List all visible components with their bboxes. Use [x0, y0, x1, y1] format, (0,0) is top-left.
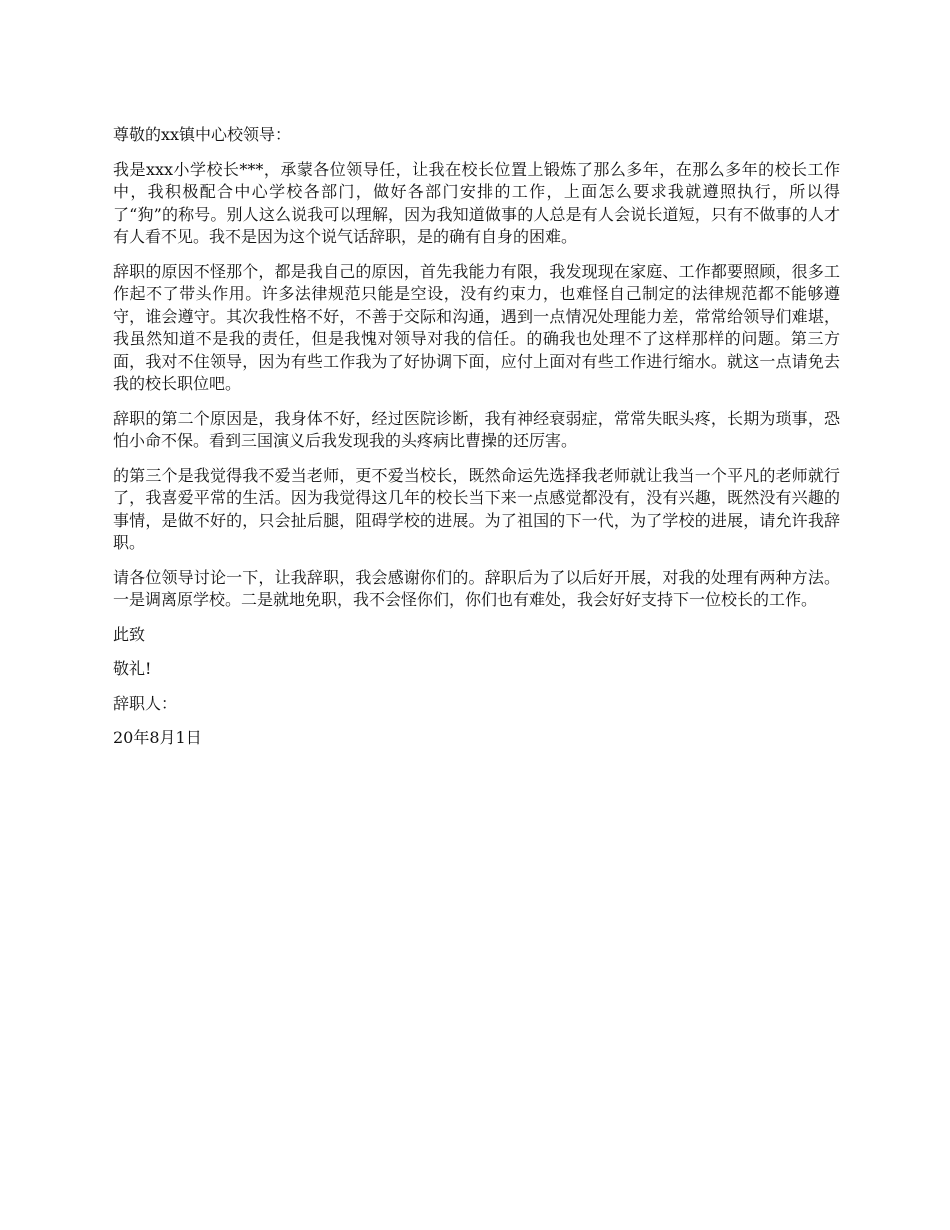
paragraph-request: 请各位领导讨论一下，让我辞职，我会感谢你们的。辞职后为了以后好开展，对我的处理有两种方法。一是调离原学校。二是就地免职，我不会怪你们，你们也有难处，我会好好支持下一位校长的工作。 [113, 567, 840, 609]
salutation: 尊敬的xx镇中心校领导： [113, 125, 292, 144]
signature-label: 辞职人： [113, 693, 178, 713]
paragraph-reason-three: 的第三个是我觉得我不爱当老师，更不爱当校长，既然命运先选择我老师就让我当一个平凡的老师就行了，我喜爱平常的生活。因为我觉得这几年的校长当下来一点感觉都没有，没有兴趣，既然没有兴趣的事情，是做不好的，只会扯后腿，阻碍学校的进展。为了祖国的下一代，为了学校的进展，请允许我辞职。 [113, 465, 840, 552]
paragraph-intro: 我是xxx小学校长***，承蒙各位领导任，让我在校长位置上锻炼了那么多年，在那么多年的校长工作中，我积极配合中心学校各部门，做好各部门安排的工作，上面怎么要求我就遵照执行，所以得了“狗”的称号。别人这么说我可以理解，因为我知道做事的人总是有人会说长道短，只有不做事的人才有人看不见。我不是因为这个说气话辞职，是的确有自身的困难。 [113, 159, 840, 246]
closing: 此致 [113, 624, 146, 644]
paragraph-reason-two: 辞职的第二个原因是，我身体不好，经过医院诊断，我有神经衰弱症，常常失眠头疼，长期为琐事，恐怕小命不保。看到三国演义后我发现我的头疼病比曹操的还厉害。 [113, 408, 840, 450]
regards: 敬礼! [113, 659, 152, 678]
letter-date: 20年8月1日 [113, 728, 202, 747]
letter-body [113, 124, 840, 762]
paragraph-reason-one: 辞职的原因不怪那个，都是我自己的原因，首先我能力有限，我发现现在家庭、工作都要照顾，很多工作起不了带头作用。许多法律规范只能是空设，没有约束力，也难怪自己制定的法律规范都不能够遵守，谁会遵守。其次我性格不好，不善于交际和沟通，遇到一点情况处理能力差，常常给领导们难堪，我虽然知道不是我的责任，但是我愧对领导对我的信任。的确我也处理不了这样那样的问题。第三方面，我对不住领导，因为有些工作我为了好协调下面，应付上面对有些工作进行缩水。就这一点请免去我的校长职位吧。 [113, 261, 840, 393]
